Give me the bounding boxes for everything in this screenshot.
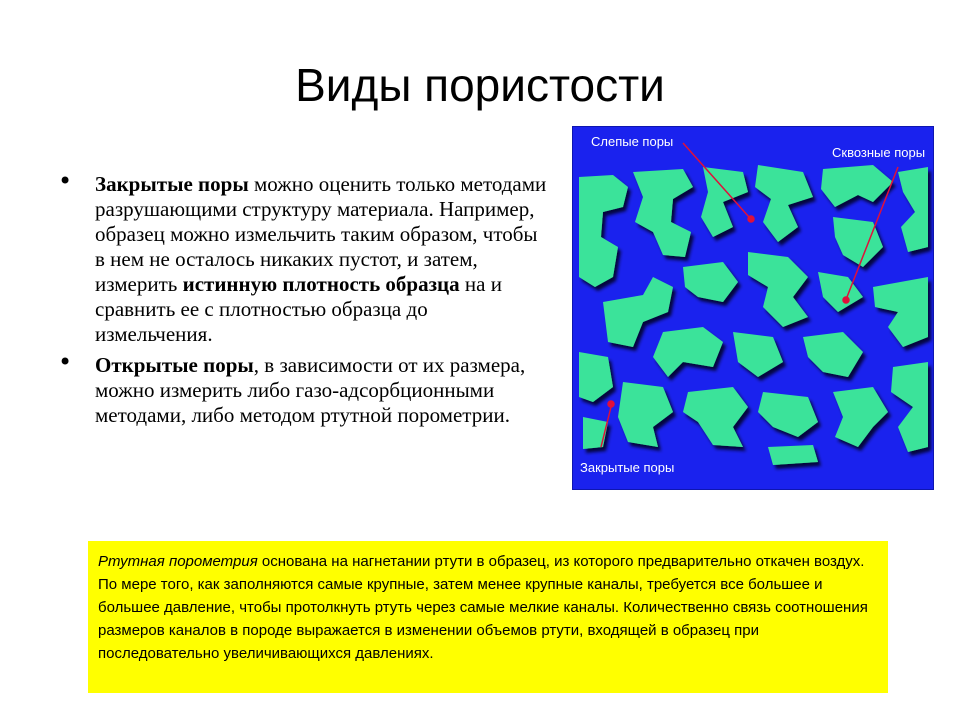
bullet-open-pores [58,348,548,428]
label-closed-pores: Закрытые поры [580,460,675,475]
bullet-list [58,167,548,434]
bullet-dot-icon: • [58,167,73,195]
porosity-diagram [573,127,933,489]
open-pores-text: , в зависимости от их размера, можно измерить либо газо-адсорбционными методами, либо методом ртутной порометрии. [95,353,526,427]
slide-title: Виды пористости [295,59,665,111]
closed-pores-text-a: можно оценить только методами разрушающими структуру материала. Например, образец можно измельчить таким образом, чтобы в нем не осталось никаких пустот, и затем, измерить [95,172,547,296]
note-term: Ртутная порометрия [98,553,258,570]
solid-matrix [579,165,928,465]
open-pores-term: Открытые поры [95,353,254,377]
mercury-porometry-note [88,541,888,693]
bullet-closed-pores [58,167,548,347]
label-blind-pores: Слепые поры [591,134,674,149]
closed-pores-term: Закрытые поры [95,172,249,196]
label-through-pores: Сквозные поры [832,145,926,160]
note-text: основана на нагнетании ртути в образец, из которого предварительно откачен воздух. По мере того, как заполняются самые крупные, затем менее крупные каналы, требуется все большее и большее давление, чтобы протолкнуть ртуть через самые мелкие каналы. Количественно связь соотношения размеров каналов в породе выражается в изменении объемов ртути, входящей в образец при последовательно увеличивающихся давлениях. [98,553,868,662]
closed-pores-text-b: на и сравнить ее с плотностью образца до измельчения. [95,272,502,346]
porosity-figure [572,126,934,490]
bullet-dot-icon: • [58,348,73,376]
true-density-term: истинную плотность образца [182,272,460,296]
